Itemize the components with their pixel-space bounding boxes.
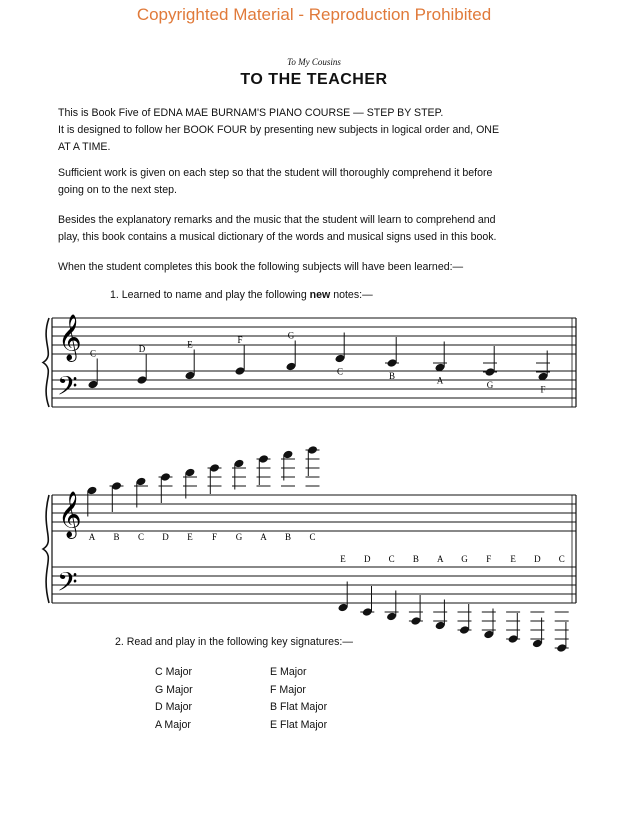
note-name: B [284,532,292,542]
key-signatures-column-2 [270,664,327,734]
key-signatures-column-1 [155,664,193,734]
dictionary-line-2: play, this book contains a musical dictionary of the words and musical signs used in this book. [58,231,497,243]
treble-clef: 𝄞 [58,314,82,361]
key-signature: E Major [270,666,307,678]
note-name: A [88,532,96,542]
note-name: A [260,532,267,542]
note-name: D [534,554,541,564]
brace [43,318,49,407]
note-name: C [388,554,395,564]
brace [43,495,49,603]
sufficient-line-2: going on to the next step. [58,184,177,196]
note-name: F [486,554,492,564]
note-name: C [89,348,97,359]
note-name: E [510,554,516,564]
intro-line-3: AT A TIME. [58,141,111,153]
grand-staff-2 [43,445,576,653]
intro-line-2: It is designed to follow her BOOK FOUR by presenting new subjects in logical order and, ONE [58,124,500,136]
bass-clef: 𝄢 [57,369,78,408]
note-name: B [113,532,120,542]
page-title: TO THE TEACHER [240,71,388,88]
sufficient-line-1: Sufficient work is given on each step so that the student will thoroughly comprehend it before [58,167,493,179]
note-name: G [486,380,494,390]
intro-line-1: This is Book Five of EDNA MAE BURNAM'S PIANO COURSE — STEP BY STEP. [58,107,444,119]
note-name: G [461,554,468,564]
note-name: C [137,532,145,542]
key-signature: F Major [270,683,306,696]
treble-clef: 𝄞 [58,491,82,538]
note-name: F [237,335,243,345]
note-name: F [211,532,218,542]
note-name: B [412,554,419,564]
note-name: E [340,554,346,564]
key-signature: G Major [155,683,193,696]
note-name: E [187,532,193,542]
item-1-suffix: notes:— [330,289,373,301]
copyright-banner: Copyrighted Material - Reproduction Prohibited [136,5,492,24]
bass-clef: 𝄢 [57,565,78,604]
note-name: A [436,375,444,386]
note-name: G [287,330,295,341]
item-1-prefix: 1. Learned to name and play the following [110,289,310,301]
dictionary-line-1: Besides the explanatory remarks and the music that the student will learn to comprehend and [58,214,496,226]
note-name: E [187,339,193,350]
key-signature: B Flat Major [270,701,328,713]
note-name: G [235,532,243,542]
note-name: C [336,366,344,377]
key-signature: E Flat Major [270,718,328,731]
note-name: B [388,371,396,381]
subjects-intro: When the student completes this book the following subjects will have been learned:— [58,261,464,273]
item-1-bold-word: new [309,289,331,301]
grand-staff-1 [43,314,576,407]
key-signature: A Major [155,718,191,731]
note-name: D [162,532,169,542]
note-name: F [540,384,546,395]
dedication: To My Cousins [287,57,341,67]
note-name: A [436,554,444,564]
key-signature: D Major [155,701,193,713]
note-name: D [138,344,146,354]
key-signature: C Major [155,666,193,678]
note-name: C [309,532,316,542]
item-2: 2. Read and play in the following key signatures:— [115,636,353,648]
note-name: C [558,554,565,564]
note-name: D [364,554,371,564]
